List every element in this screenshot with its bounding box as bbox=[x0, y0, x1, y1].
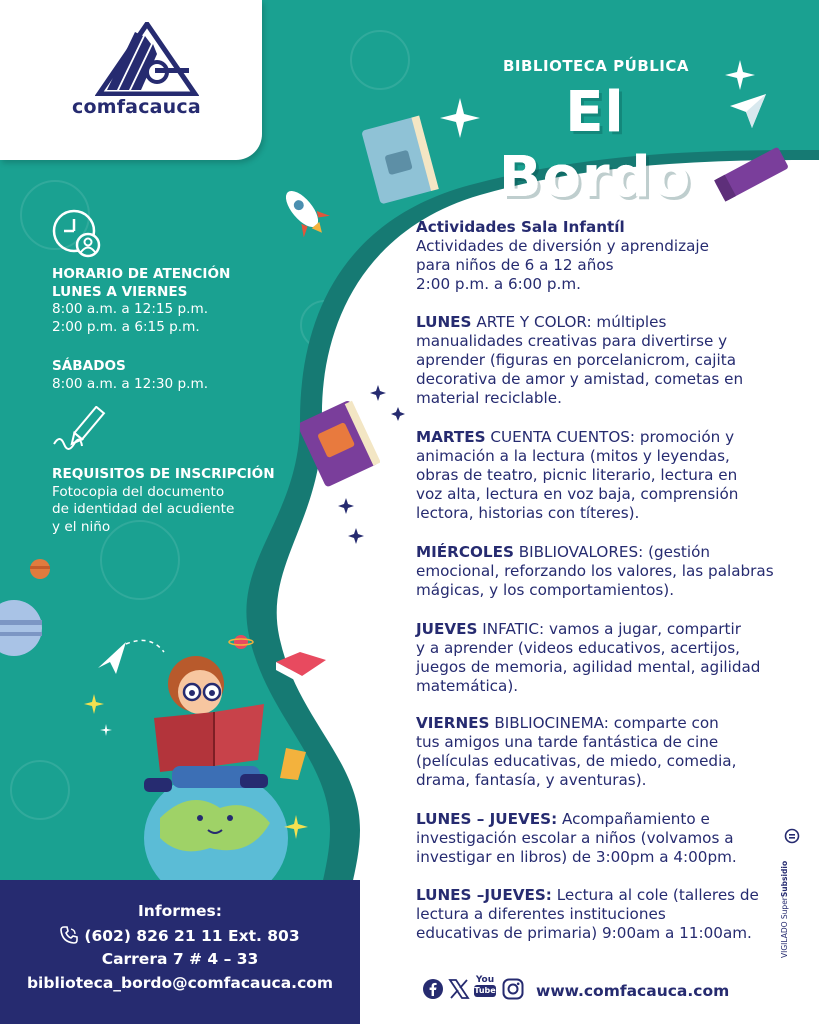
activity-line: (películas educativas, de miedo, comedia, bbox=[416, 752, 737, 770]
activity-line: investigar en libros) de 3:00pm a 4:00pm. bbox=[416, 848, 737, 866]
activity-day: MIÉRCOLES bbox=[416, 543, 514, 561]
activity-text: BIBLIOCINEMA: comparte con bbox=[489, 714, 719, 732]
activity-text: BIBLIOVALORES: (gestión bbox=[513, 543, 710, 561]
activity-item bbox=[416, 714, 788, 790]
activities-intro-line: 2:00 p.m. a 6:00 p.m. bbox=[416, 275, 582, 293]
logo-card bbox=[0, 0, 262, 160]
vigilado-brand: Subsidio bbox=[780, 860, 789, 898]
activity-line bbox=[416, 714, 788, 733]
youtube-label: Tube bbox=[474, 986, 496, 995]
activity-day: VIERNES bbox=[416, 714, 490, 732]
comfacauca-logo-icon bbox=[95, 22, 199, 96]
activity-line: y a aprender (videos educativos, acertijos, bbox=[416, 639, 740, 657]
activities-intro-line: para niños de 6 a 12 años bbox=[416, 256, 614, 274]
rocket-icon bbox=[275, 182, 330, 237]
schedule-heading: HORARIO DE ATENCIÓN bbox=[52, 266, 231, 282]
youtube-icon[interactable] bbox=[474, 975, 496, 1003]
requirements-line: Fotocopia del documento bbox=[52, 483, 225, 500]
saturday-hours: 8:00 a.m. a 12:30 p.m. bbox=[52, 375, 209, 392]
footer-heading: Informes: bbox=[138, 902, 222, 920]
activity-line: juegos de memoria, agilidad mental, agilidad bbox=[416, 658, 761, 676]
activity-line: lectora, historias con títeres). bbox=[416, 504, 640, 522]
phone-icon bbox=[60, 926, 78, 944]
activity-line bbox=[416, 428, 788, 447]
sparkle-icon bbox=[440, 98, 480, 158]
activity-line: voz alta, lectura en voz baja, comprensión bbox=[416, 485, 739, 503]
vigilado-brand: Super bbox=[780, 897, 789, 920]
weekday-hours: 8:00 a.m. a 12:15 p.m. bbox=[52, 301, 209, 317]
facebook-icon[interactable] bbox=[422, 978, 444, 1000]
supersubsidio-logo-icon bbox=[784, 828, 800, 844]
activity-line bbox=[416, 810, 788, 829]
header-subtitle: BIBLIOTECA PÚBLICA bbox=[502, 57, 690, 75]
activity-line: mágicas, y los comportamientos). bbox=[416, 581, 675, 599]
activity-item bbox=[416, 886, 788, 943]
brand-name: comfacauca bbox=[72, 96, 201, 118]
sparkle-icon bbox=[725, 60, 755, 90]
page-title: El Bordo bbox=[498, 80, 692, 210]
activities-intro bbox=[416, 218, 788, 294]
schedule-block bbox=[52, 266, 230, 336]
activity-item bbox=[416, 620, 788, 696]
purple-book-icon bbox=[300, 398, 380, 494]
activity-day: JUEVES bbox=[416, 620, 478, 638]
requirements-heading: REQUISITOS DE INSCRIPCIÓN bbox=[52, 466, 275, 482]
activity-day: LUNES – JUEVES: bbox=[416, 810, 558, 828]
activity-day: LUNES –JUEVES: bbox=[416, 886, 552, 904]
footer-phone-row bbox=[0, 926, 360, 945]
saturday-heading: SÁBADOS bbox=[52, 358, 126, 374]
activity-line: educativas de primaria) 9:00am a 11:00am. bbox=[416, 924, 752, 942]
activity-line bbox=[416, 620, 788, 639]
activity-item bbox=[416, 810, 788, 867]
activity-text: Acompañamiento e bbox=[557, 810, 710, 828]
activity-text: ARTE Y COLOR: múltiples bbox=[471, 313, 667, 331]
activity-line: manualidades creativas para divertirse y bbox=[416, 332, 728, 350]
weekday-heading: LUNES A VIERNES bbox=[52, 283, 188, 300]
small-planet-icon bbox=[29, 558, 51, 580]
star-icon bbox=[338, 498, 368, 548]
paper-plane-icon bbox=[730, 94, 766, 128]
activity-line: aprender (figuras en porcelanicrom, cajita bbox=[416, 351, 736, 369]
activity-line: matemática). bbox=[416, 677, 519, 695]
star-icon bbox=[370, 385, 410, 425]
sparkle-icon bbox=[284, 815, 320, 851]
activities-title: Actividades Sala Infantíl bbox=[416, 218, 625, 236]
pencil-signature-icon bbox=[52, 406, 108, 456]
weekday-hours: 2:00 p.m. a 6:15 p.m. bbox=[52, 318, 200, 335]
activity-line: drama, fantasía, y aventuras). bbox=[416, 771, 647, 789]
activity-item bbox=[416, 543, 788, 600]
purple-book-icon bbox=[712, 140, 792, 210]
sparkle-icon bbox=[84, 694, 114, 744]
activity-line: animación a la lectura (mitos y leyendas, bbox=[416, 447, 730, 465]
activity-item bbox=[416, 428, 788, 523]
activity-item bbox=[416, 313, 788, 408]
address: Carrera 7 # 4 – 33 bbox=[101, 950, 259, 968]
activities-intro-line: Actividades de diversión y aprendizaje bbox=[416, 237, 709, 255]
activity-text: Lectura al cole (talleres de bbox=[551, 886, 759, 904]
activity-text: INFATIC: vamos a jugar, compartir bbox=[477, 620, 741, 638]
activity-line: decorativa de amor y amistad, cometas en bbox=[416, 370, 744, 388]
activity-line: emocional, reforzando los valores, las palabras bbox=[416, 562, 774, 580]
activity-line: obras de teatro, picnic literario, lectura en bbox=[416, 466, 738, 484]
activity-line bbox=[416, 313, 788, 332]
requirements-block bbox=[52, 466, 275, 536]
activity-text: CUENTA CUENTOS: promoción y bbox=[485, 428, 735, 446]
requirements-line: de identidad del acudiente bbox=[52, 501, 235, 517]
planet-icon bbox=[0, 598, 44, 658]
activity-line bbox=[416, 886, 788, 905]
activity-line: material reciclable. bbox=[416, 389, 562, 407]
phone-number[interactable]: (602) 826 21 11 Ext. 803 bbox=[84, 927, 300, 945]
youtube-label: You bbox=[475, 975, 495, 985]
clock-user-icon bbox=[50, 207, 102, 259]
x-icon[interactable] bbox=[448, 978, 470, 1000]
activity-line: investigación escolar a niños (volvamos a bbox=[416, 829, 734, 847]
activity-day: LUNES bbox=[416, 313, 472, 331]
vigilado-prefix: VIGILADO bbox=[780, 919, 789, 958]
footer-contact bbox=[0, 880, 360, 1024]
book-icon bbox=[360, 112, 440, 208]
instagram-icon[interactable] bbox=[502, 978, 524, 1000]
website-link[interactable]: www.comfacauca.com bbox=[536, 982, 730, 1000]
activity-day: MARTES bbox=[416, 428, 486, 446]
requirements-line: y el niño bbox=[52, 518, 111, 535]
saturday-block bbox=[52, 358, 208, 393]
activity-line: tus amigos una tarde fantástica de cine bbox=[416, 733, 719, 751]
activity-line: lectura a diferentes instituciones bbox=[416, 905, 666, 923]
activity-line bbox=[416, 543, 788, 562]
vigilado-supersubsidio bbox=[780, 861, 789, 958]
email-link[interactable]: biblioteca_bordo@comfacauca.com bbox=[26, 974, 334, 992]
